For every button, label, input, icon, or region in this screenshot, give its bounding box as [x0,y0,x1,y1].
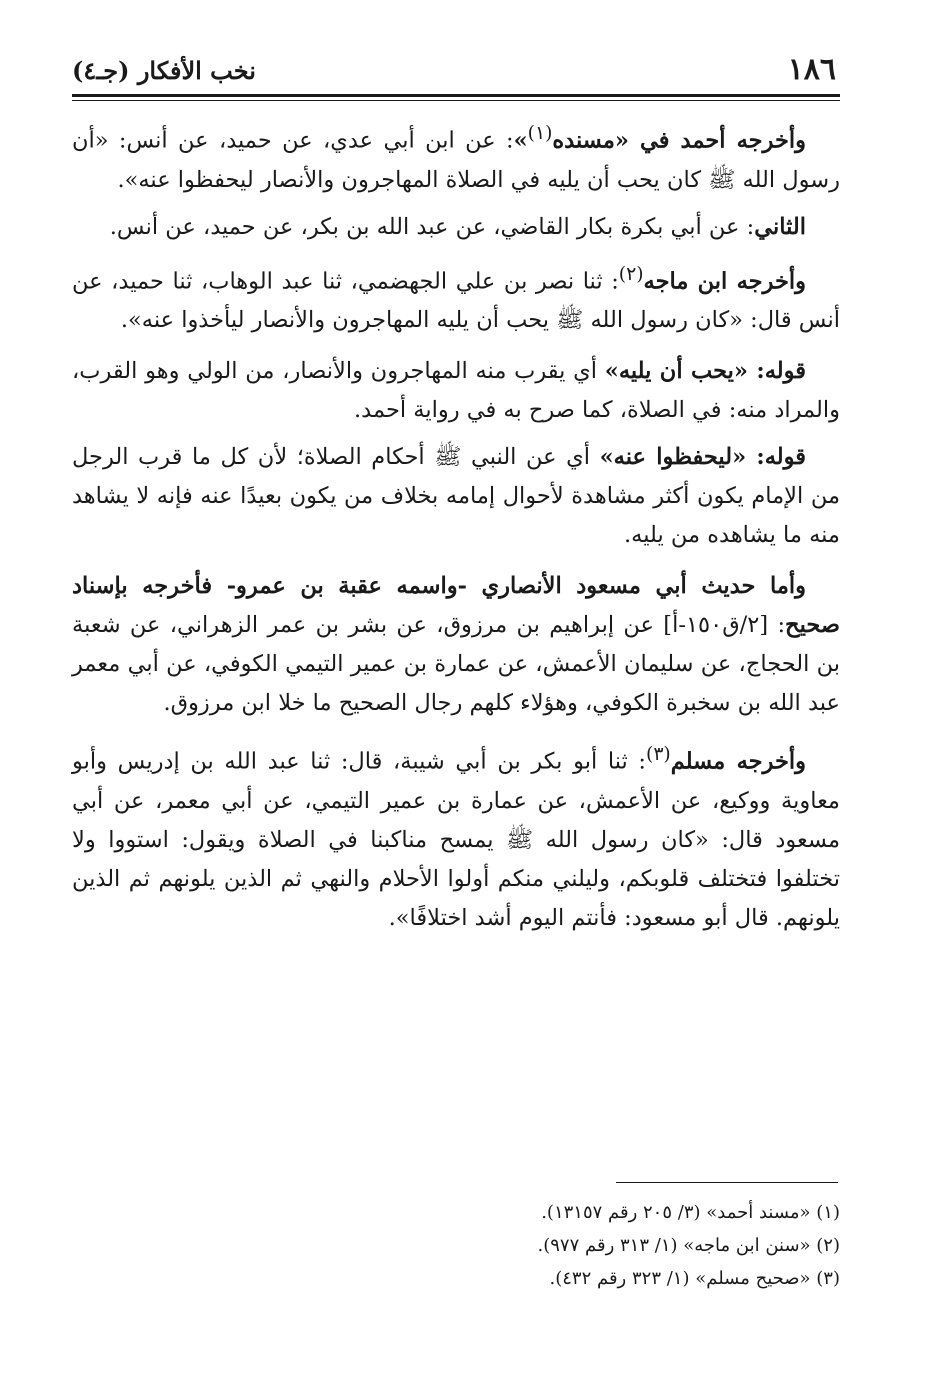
main-text [72,114,840,946]
paragraph-lead: وأخرجه ابن ماجه [643,268,806,294]
paragraph-body: : ثنا أبو بكر بن أبي شيبة، قال: ثنا عبد الله بن إدريس وأبو معاوية ووكيع، عن الأعمش، عن عمارة بن عمير التيمي، عن أبي معمر، عن أبي مسعود قال: «كان رسول الله ﷺ يمسح مناكبنا في الصلاة ويقول: استووا ولا تختلفوا فتختلف قلوبكم، وليلني منكم أولوا الأحلام والنهي ثم الذين يلونهم ثم الذين يلونهم. قال أبو مسعود: فأنتم اليوم أشد اختلافًا». [72,748,840,931]
footnote-ref: (٢) [618,263,644,285]
paragraph-lead: الثاني [754,213,806,240]
footnote-ref: (١) [527,123,553,144]
header-rule-thin [72,100,840,101]
paragraph-lead: قوله: «ليحفظوا عنه» [599,444,806,470]
paragraph-body: أي عن النبي ﷺ أحكام الصلاة؛ لأن كل ما قرب الرجل من الإمام يكون أكثر مشاهدة لأحوال إمامه بخلاف من يكون بعيدًا عنه فإنه لا يشاهد منه ما يشاهده من يليه. [72,444,840,548]
paragraph-lead: وأخرجه أحمد في «مسنده [552,127,806,154]
footnote-item: (٣) «صحيح مسلم» (١/ ٣٢٣ رقم ٤٣٢). [549,1268,840,1289]
paragraph-yuhibbu [72,352,840,430]
running-title: نخب الأفكار (جـ٤) [72,56,256,85]
header-rule [72,94,840,97]
paragraph-body: : عن ابن أبي عدي، عن حميد، عن أنس: «أن رسول الله ﷺ كان يحب أن يليه في الصلاة المهاجرون والأنصار ليحفظوا عنه». [72,127,840,193]
paragraph-lead-end: » [513,127,528,154]
paragraph-second [72,208,840,247]
paragraph-ibn-majah [72,255,840,341]
paragraph-body: : ثنا نصر بن علي الجهضمي، ثنا عبد الوهاب، ثنا حميد، عن أنس قال: «كان رسول الله ﷺ يحب أن يليه المهاجرون والأنصار ليأخذوا عنه». [72,268,840,333]
paragraph-body: : عن أبي بكرة بكار القاضي، عن عبد الله بن بكر، عن حميد، عن أنس. [109,213,755,240]
paragraph-lead: وأخرجه مسلم [670,748,806,775]
paragraph-abu-masud [72,567,840,723]
paragraph-liyahfazu [72,438,840,555]
paragraph-ahmad [72,114,840,200]
paragraph-body: : [٢/ق١٥٠-أ] عن إبراهيم بن مرزوق، عن بشر بن عمر الزهراني، عن شعبة بن الحجاج، عن سليمان الأعمش، عن عمارة بن عمير التيمي الكوفي، عن أبي معمر عبد الله بن سخبرة الكوفي، وهؤلاء كلهم رجال الصحيح ما خلا ابن مرزوق. [72,612,840,716]
footnote-item: (١) «مسند أحمد» (٣/ ٢٠٥ رقم ١٣١٥٧). [541,1202,840,1223]
paragraph-lead: قوله: «يحب أن يليه» [604,358,806,384]
footnote-separator [616,1182,838,1183]
page-number: ١٨٦ [787,52,836,87]
footnote-ref: (٣) [645,744,671,765]
page-header [72,50,840,94]
paragraph-body: أي يقرب منه المهاجرون والأنصار، من الولي وهو القرب، والمراد منه: في الصلاة، كما صرح به في رواية أحمد. [72,358,840,423]
footnotes [72,1196,840,1295]
paragraph-lead: وأما حديث أبي مسعود الأنصاري -واسمه عقبة بن عمرو- فأخرجه بإسناد صحيح [72,573,840,638]
paragraph-muslim [72,735,840,938]
footnote-item: (٢) «سنن ابن ماجه» (١/ ٣١٣ رقم ٩٧٧). [537,1235,840,1256]
